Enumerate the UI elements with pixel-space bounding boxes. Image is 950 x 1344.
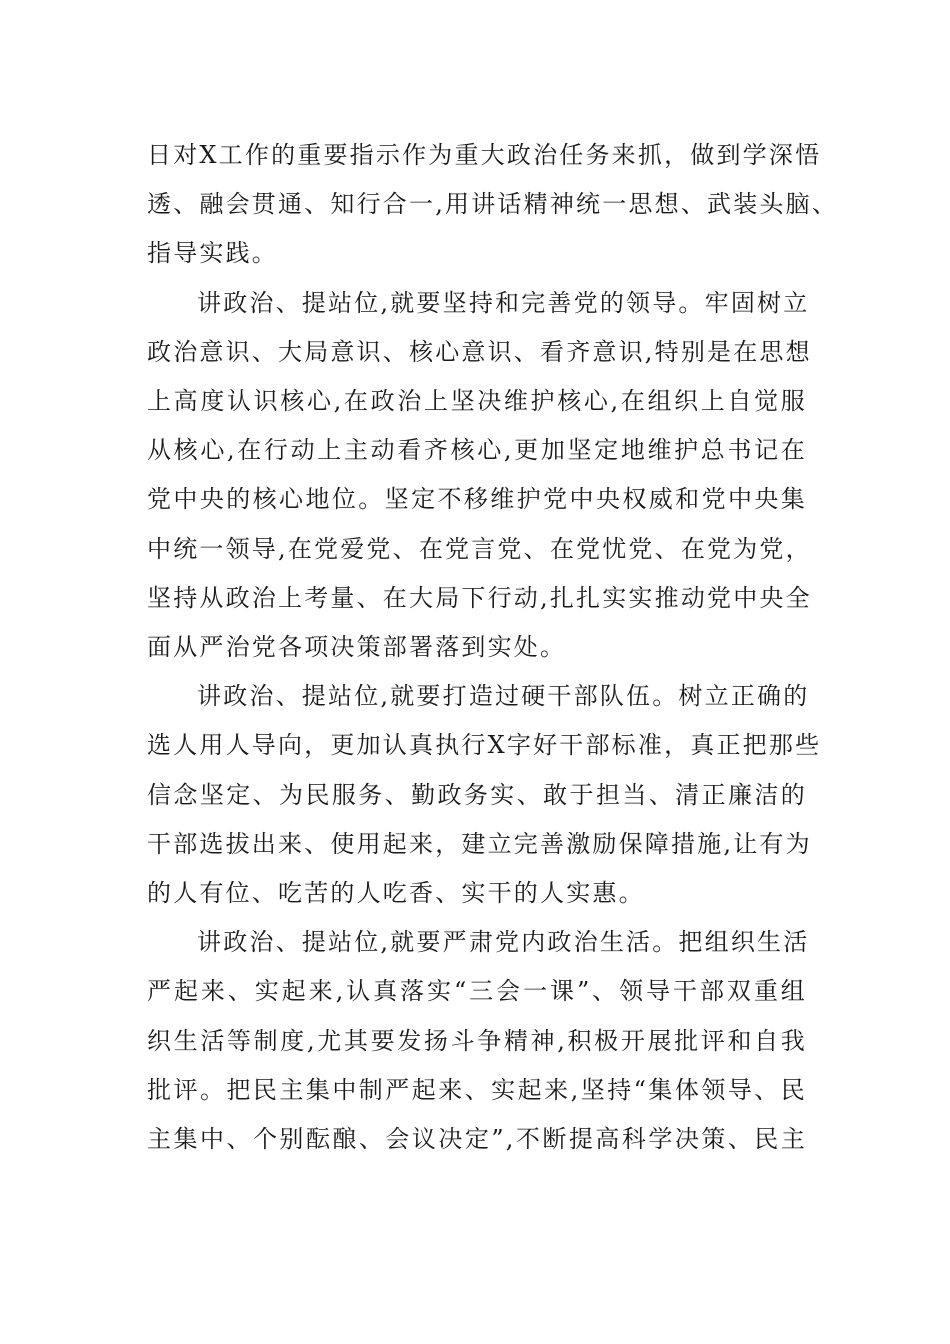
text-line: 讲政治、提站位,就要严肃党内政治生活。把组织生活 (197, 928, 810, 957)
text-line: 中统一领导,在党爱党、在党言党、在党忧党、在党为党， (147, 534, 812, 563)
text-line: 政治意识、大局意识、核心意识、看齐意识,特别是在思想 (147, 337, 812, 366)
text-line: 讲政治、提站位,就要打造过硬干部队伍。树立正确的 (197, 682, 810, 711)
paragraph-3 (147, 672, 822, 918)
document-body (147, 131, 839, 1164)
text-line: 党中央的核心地位。坚定不移维护党中央权威和党中央集 (147, 485, 807, 514)
text-line: 的人有位、吃苦的人吃香、实干的人实惠。 (147, 879, 645, 908)
text-line: 织生活等制度,尤其要发扬斗争精神,积极开展批评和自我 (147, 1026, 807, 1055)
text-line: 信念坚定、为民服务、勤政务实、敢于担当、清正廉洁的 (147, 780, 807, 809)
text-line: 坚持从政治上考量、在大局下行动,扎扎实实推动党中央全 (147, 583, 812, 612)
text-line: 从核心,在行动上主动看齐核心,更加坚定地维护总书记在 (147, 436, 807, 465)
text-line: 指导实践。 (147, 239, 278, 268)
text-line: 主集中、个别酝酿、会议决定”,不断提高科学决策、民主 (147, 1125, 807, 1154)
paragraph-1 (147, 131, 839, 279)
text-line: 日对X工作的重要指示作为重大政治任务来抓，做到学深悟 (147, 141, 822, 169)
text-line: 严起来、实起来,认真落实“三会一课”、领导干部双重组 (147, 977, 807, 1006)
paragraph-4 (147, 918, 810, 1164)
text-line: 讲政治、提站位,就要坚持和完善党的领导。牢固树立 (197, 288, 810, 317)
paragraph-2 (147, 279, 812, 673)
text-line: 上高度认识核心,在政治上坚决维护核心,在组织上自觉服 (147, 387, 807, 416)
text-line: 面从严治党各项决策部署落到实处。 (147, 633, 567, 662)
text-line: 透、融会贯通、知行合一,用讲话精神统一思想、武装头脑、 (147, 190, 839, 219)
text-line: 批评。把民主集中制严起来、实起来,坚持“集体领导、民 (147, 1075, 807, 1104)
text-line: 选人用人导向，更加认真执行X字好干部标准，真正把那些 (147, 731, 822, 760)
text-line: 干部选拔出来、使用起来，建立完善激励保障措施,让有为 (147, 829, 812, 858)
